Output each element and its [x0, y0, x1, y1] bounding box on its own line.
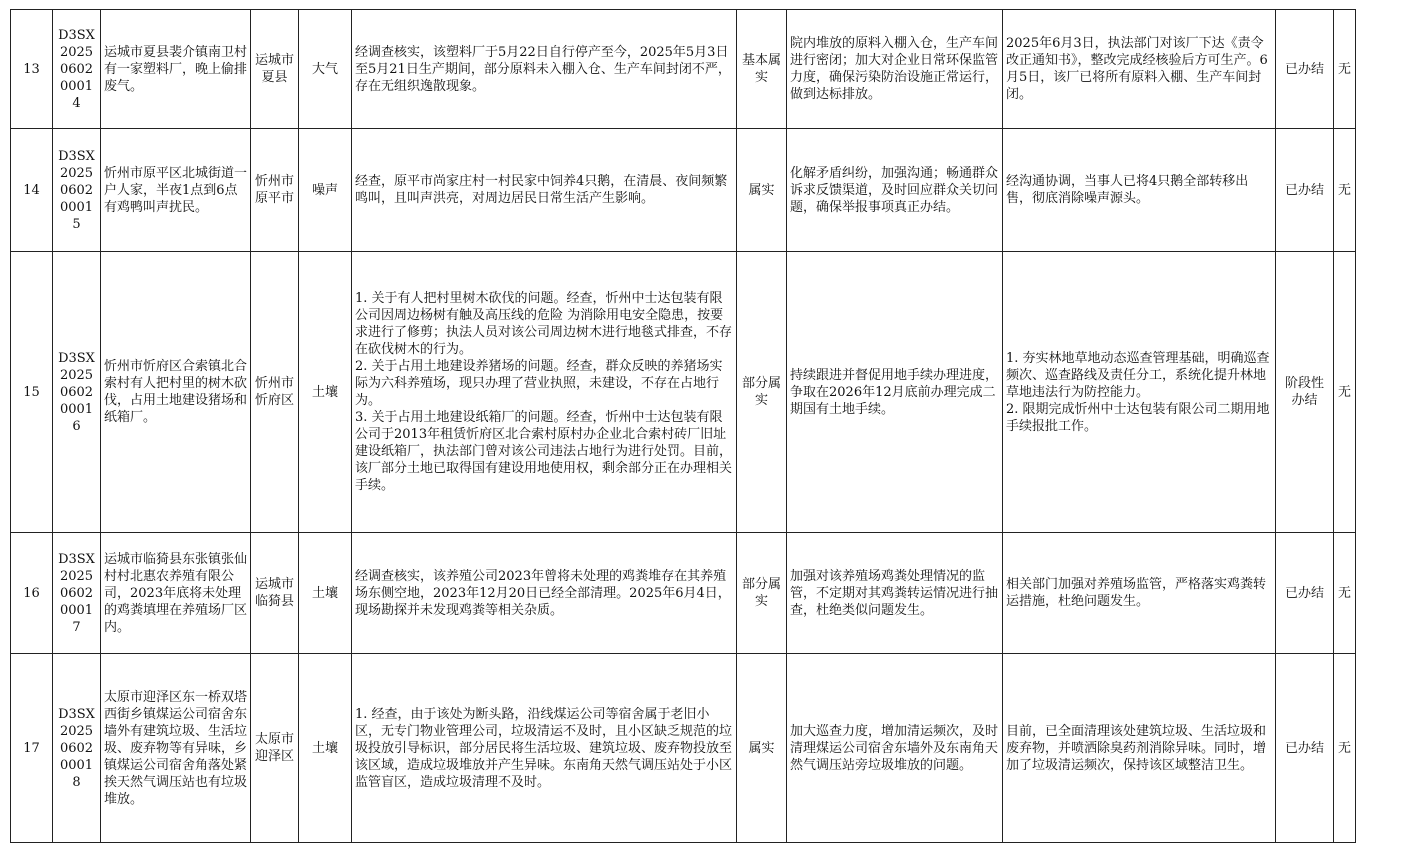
status-cell: 阶段性办结 — [1276, 252, 1334, 533]
verdict-cell: 属实 — [737, 129, 787, 252]
accountability-cell: 无 — [1334, 129, 1356, 252]
status-cell: 已办结 — [1276, 533, 1334, 654]
measures-cell: 化解矛盾纠纷，加强沟通；畅通群众诉求反馈渠道，及时回应群众关切问题，确保举报事项真正办结。 — [787, 129, 1003, 252]
seq-cell: 17 — [11, 654, 53, 843]
code-cell: D3SX2025060200017 — [53, 533, 101, 654]
code-cell: D3SX2025060200014 — [53, 10, 101, 129]
seq-cell: 14 — [11, 129, 53, 252]
table-row — [11, 533, 1356, 654]
complaint-cell: 运城市夏县裴介镇南卫村有一家塑料厂，晚上偷排废气。 — [101, 10, 251, 129]
table-row — [11, 10, 1356, 129]
finding-cell: 1. 经查，由于该处为断头路，沿线煤运公司等宿舍属于老旧小区，无专门物业管理公司，垃圾清运不及时，且小区缺乏规范的垃圾投放引导标识，部分居民将生活垃圾、建筑垃圾、废弃物投放至该区域，造成垃圾堆放并产生异味。东南角天然气调压站处于小区监管盲区，造成垃圾清理不及时。 — [352, 654, 737, 843]
complaint-cell: 忻州市忻府区合索镇北合索村有人把村里的树木砍伐，占用土地建设猪场和纸箱厂。 — [101, 252, 251, 533]
seq-cell: 13 — [11, 10, 53, 129]
complaint-cell: 运城市临猗县东张镇张仙村村北惠农养殖有限公司，2023年底将未处理的鸡粪填埋在养殖场厂区内。 — [101, 533, 251, 654]
code-cell: D3SX2025060200015 — [53, 129, 101, 252]
category-cell: 土壤 — [299, 252, 352, 533]
seq-cell: 16 — [11, 533, 53, 654]
verdict-cell: 部分属实 — [737, 252, 787, 533]
result-cell: 相关部门加强对养殖场监管，严格落实鸡粪转运措施，杜绝问题发生。 — [1003, 533, 1276, 654]
finding-cell: 1. 关于有人把村里树木砍伐的问题。经查，忻州中士达包装有限公司因周边杨树有触及高压线的危险 为消除用电安全隐患，按要求进行了修剪；执法人员对该公司周边树木进行地毯式排查，不存在砍伐树木的行为。 2. 关于占用土地建设养猪场的问题。经查，群众反映的养猪场实际为六科养殖场，现只办理了营业执照，未建设，不存在占地行为。 3. 关于占用土地建设纸箱厂的问题。经查，忻州中士达包装有限公司于2013年租赁忻府区北合索村原村办企业北合索村砖厂旧址建设纸箱厂，执法部门曾对该公司违法占地行为进行处罚。目前，该厂部分土地已取得国有建设用地使用权，剩余部分正在办理相关手续。 — [352, 252, 737, 533]
result-cell: 目前，已全面清理该处建筑垃圾、生活垃圾和废弃物，并喷洒除臭药剂消除异味。同时，增加了垃圾清运频次，保持该区域整洁卫生。 — [1003, 654, 1276, 843]
result-cell: 经沟通协调，当事人已将4只鹅全部转移出售，彻底消除噪声源头。 — [1003, 129, 1276, 252]
accountability-cell: 无 — [1334, 252, 1356, 533]
measures-cell: 院内堆放的原料入棚入仓，生产车间进行密闭；加大对企业日常环保监管力度，确保污染防治设施正常运行，做到达标排放。 — [787, 10, 1003, 129]
verdict-cell: 部分属实 — [737, 533, 787, 654]
status-cell: 已办结 — [1276, 10, 1334, 129]
finding-cell: 经调查核实，该养殖公司2023年曾将未处理的鸡粪堆存在其养殖场东侧空地，2023年12月20日已经全部清理。2025年6月4日，现场勘探并未发现鸡粪等相关杂质。 — [352, 533, 737, 654]
district-cell: 忻州市原平市 — [251, 129, 299, 252]
table-row — [11, 252, 1356, 533]
category-cell: 噪声 — [299, 129, 352, 252]
category-cell: 土壤 — [299, 533, 352, 654]
result-cell: 2025年6月3日，执法部门对该厂下达《责令改正通知书》，整改完成经核验后方可生产。6月5日，该厂已将所有原料入棚、生产车间封闭。 — [1003, 10, 1276, 129]
accountability-cell: 无 — [1334, 533, 1356, 654]
status-cell: 已办结 — [1276, 129, 1334, 252]
category-cell: 大气 — [299, 10, 352, 129]
finding-cell: 经调查核实，该塑料厂于5月22日自行停产至今，2025年5月3日至5月21日生产期间，部分原料未入棚入仓、生产车间封闭不严，存在无组织逸散现象。 — [352, 10, 737, 129]
district-cell: 太原市迎泽区 — [251, 654, 299, 843]
code-cell: D3SX2025060200016 — [53, 252, 101, 533]
accountability-cell: 无 — [1334, 654, 1356, 843]
seq-cell: 15 — [11, 252, 53, 533]
measures-cell: 加强对该养殖场鸡粪处理情况的监管，不定期对其鸡粪转运情况进行抽查，杜绝类似问题发生。 — [787, 533, 1003, 654]
table-row — [11, 654, 1356, 843]
complaint-cell: 太原市迎泽区东一桥双塔西街乡镇煤运公司宿舍东墙外有建筑垃圾、生活垃圾、废弃物等有异味，乡镇煤运公司宿舍角落处紧挨天然气调压站也有垃圾堆放。 — [101, 654, 251, 843]
result-cell: 1. 夯实林地草地动态巡查管理基础，明确巡查频次、巡查路线及责任分工，系统化提升林地草地违法行为防控能力。 2. 限期完成忻州中士达包装有限公司二期用地手续报批工作。 — [1003, 252, 1276, 533]
complaint-table — [10, 9, 1356, 843]
table-row — [11, 129, 1356, 252]
code-cell: D3SX2025060200018 — [53, 654, 101, 843]
district-cell: 忻州市忻府区 — [251, 252, 299, 533]
district-cell: 运城市临猗县 — [251, 533, 299, 654]
category-cell: 土壤 — [299, 654, 352, 843]
finding-cell: 经查，原平市尚家庄村一村民家中饲养4只鹅，在清晨、夜间频繁鸣叫，且叫声洪亮，对周边居民日常生活产生影响。 — [352, 129, 737, 252]
status-cell: 已办结 — [1276, 654, 1334, 843]
verdict-cell: 属实 — [737, 654, 787, 843]
complaint-cell: 忻州市原平区北城街道一户人家，半夜1点到6点有鸡鸭叫声扰民。 — [101, 129, 251, 252]
verdict-cell: 基本属实 — [737, 10, 787, 129]
accountability-cell: 无 — [1334, 10, 1356, 129]
measures-cell: 加大巡查力度，增加清运频次，及时清理煤运公司宿舍东墙外及东南角天然气调压站旁垃圾堆放的问题。 — [787, 654, 1003, 843]
district-cell: 运城市夏县 — [251, 10, 299, 129]
measures-cell: 持续跟进并督促用地手续办理进度，争取在2026年12月底前办理完成二期国有土地手续。 — [787, 252, 1003, 533]
